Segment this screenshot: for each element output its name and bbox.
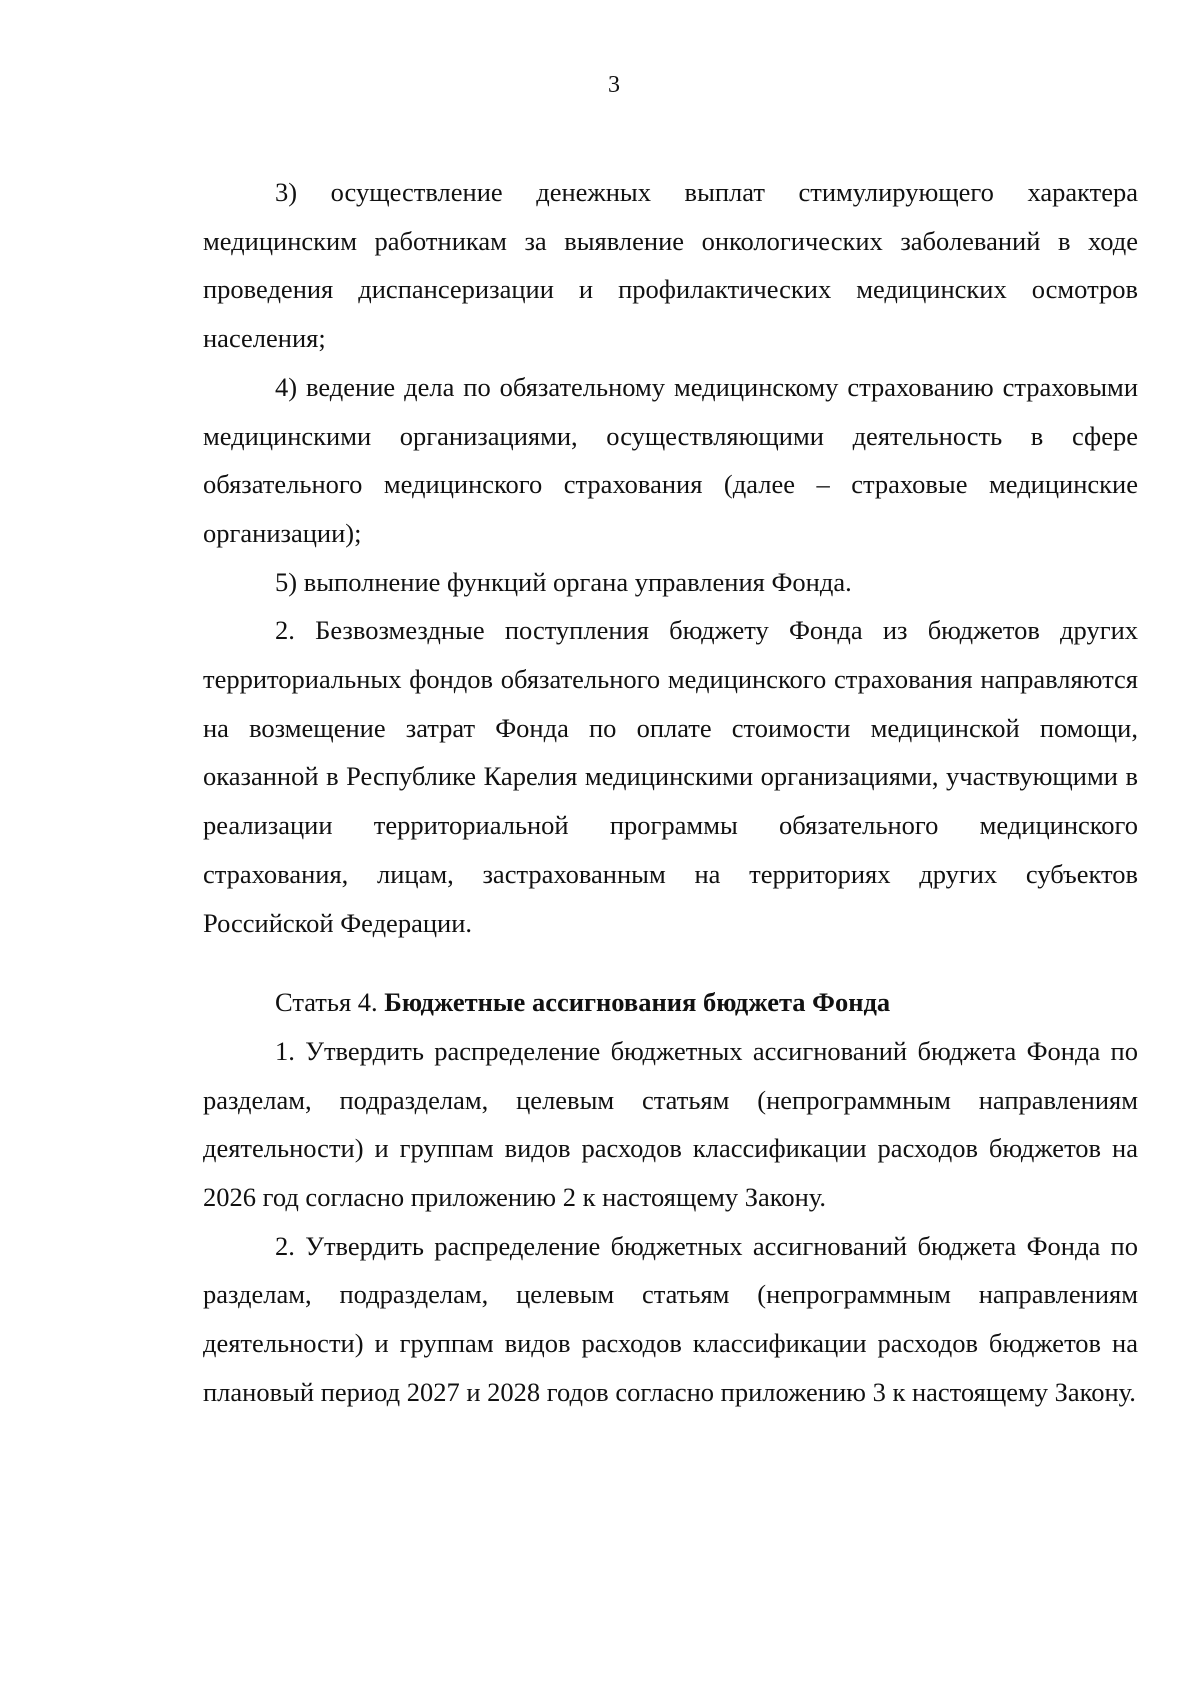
paragraph-item-3: 3) осуществление денежных выплат стимулирующего характера медицинским работникам за выявление онкологических заболеваний в ходе проведения диспансеризации и профилактических медицинских осмотров населения; (203, 177, 1138, 354)
page-number: 3 (608, 72, 620, 98)
article-paragraph-1: 1. Утвердить распределение бюджетных ассигнований бюджета Фонда по разделам, подразделам, целевым статьям (непрограммным направлениям деятельности) и группам видов расходов классификации расходов бюджетов на 2026 год согласно приложению 2 к настоящему Закону. (203, 1035, 1138, 1213)
article-heading (203, 978, 1138, 1027)
document-body (203, 168, 1138, 1417)
article-title: Бюджетные ассигнования бюджета Фонда (384, 987, 891, 1018)
article-label: Статья 4. (275, 987, 378, 1018)
paragraph-section-2: 2. Безвозмездные поступления бюджету Фонда из бюджетов других территориальных фондов обязательного медицинского страхования направляются на возмещение затрат Фонда по оплате стоимости медицинской помощи, оказанной в Республике Карелия медицинскими организациями, участвующими в реализации территориальной программы обязательного медицинского страхования, лицам, застрахованным на территориях других субъектов Российской Федерации. (203, 615, 1138, 938)
paragraph-item-4: 4) ведение дела по обязательному медицинскому страхованию страховыми медицинскими организациями, осуществляющими деятельность в сфере обязательного медицинского страхования (далее – страховые медицинские организации); (203, 371, 1138, 548)
article-paragraph-2: 2. Утвердить распределение бюджетных ассигнований бюджета Фонда по разделам, подразделам, целевым статьям (непрограммным направлениям деятельности) и группам видов расходов классификации расходов бюджетов на плановый период 2027 и 2028 годов согласно приложению 3 к настоящему Закону. (203, 1230, 1138, 1407)
paragraph-item-5: 5) выполнение функций органа управления Фонда. (275, 566, 852, 597)
